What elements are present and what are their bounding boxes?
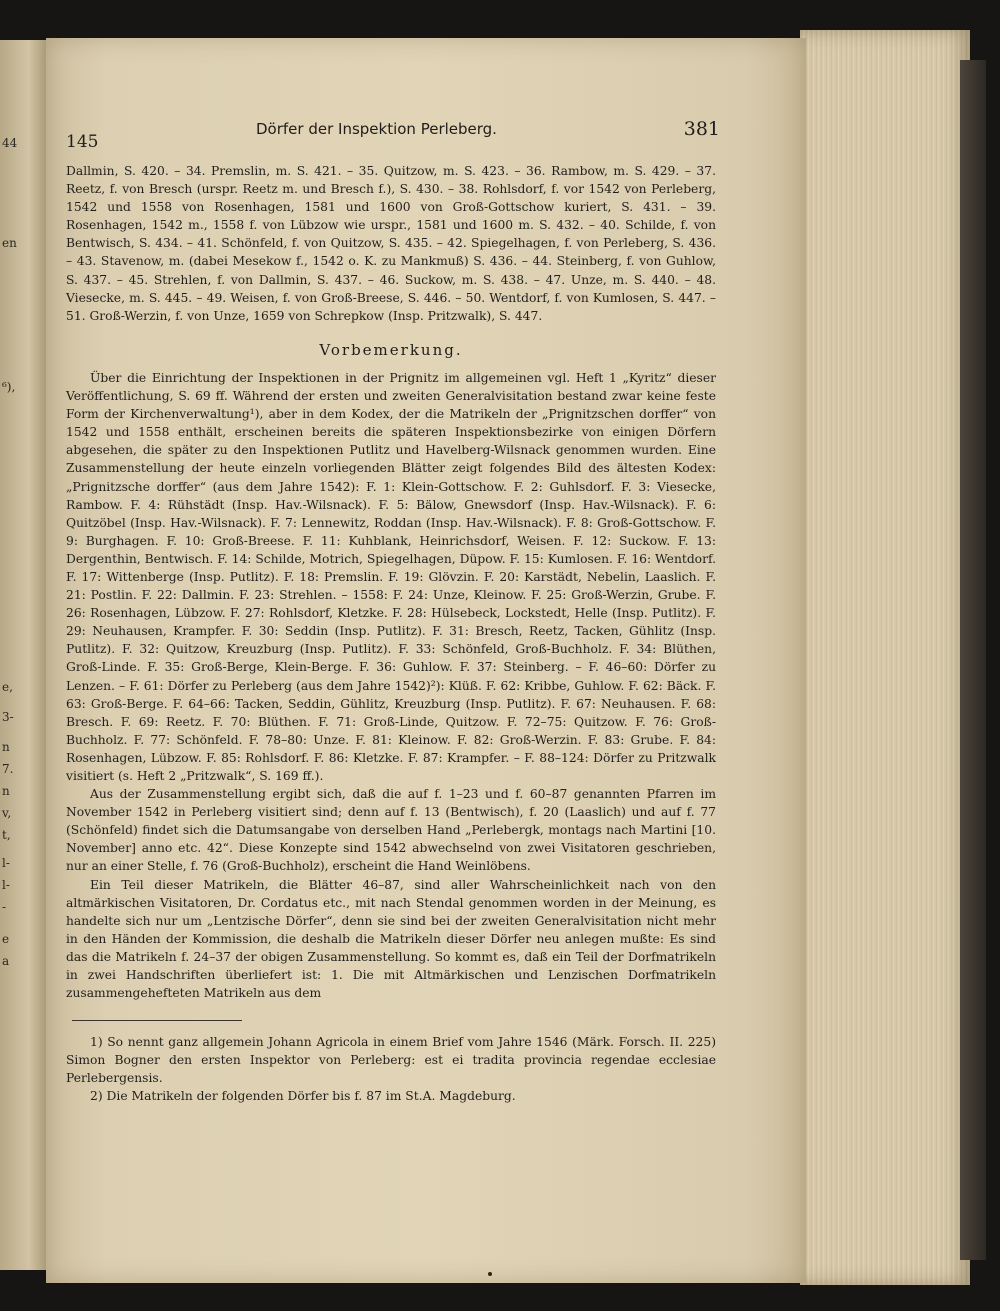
margin-number: 145 <box>66 132 99 152</box>
body-paragraph: Aus der Zusammenstellung ergibt sich, daß die auf f. 1–23 und f. 60–87 genannten Pfarren im November 1542 in Perleberg visitiert sind; denn auf f. 13 (Bentwisch), f. 20 (Laaslich) und auf f. 77 (Schönfeld) findet sich die Datumsangabe von derselben Hand „Perlebergk, montags nach Martini [10. November] anno etc. 42“. Diese Konzepte sind 1542 abwechselnd von zwei Visitatoren geschrieben, nur an einer Stelle, f. 76 (Groß-Buchholz), erscheint die Hand Weinlöbens. <box>66 787 716 874</box>
margin-fragment: en <box>2 236 17 250</box>
margin-fragment: l- <box>2 878 10 892</box>
margin-fragment: 3- <box>2 710 14 724</box>
margin-fragment: e <box>2 932 10 946</box>
section-heading: Vorbemerkung. <box>319 340 463 359</box>
body-paragraph: Ein Teil dieser Matrikeln, die Blätter 46–87, sind aller Wahrscheinlichkeit nach von den altmärkischen Visitatoren, Dr. Cordatus etc., mit nach Stendal genommen worden in der Meinung, es handelte sich nur um „Lentzische Dörfer“, denn sie sind bei der zweiten Generalvisitation nicht mehr in den Händen der Kommission, die deshalb die Matrikeln dieser Dörfer neu anlegen mußte: Es sind das die Matrikeln f. 24–37 der obigen Zusammenstellung. So kommt es, daß ein Teil der Dorfmatrikeln in zwei Handschriften überliefert ist: 1. Die mit Altmärkischen und Lenzischen Dorfmatrikeln zusammengehefteten Matrikeln aus dem <box>66 877 716 1001</box>
margin-fragment: a <box>2 954 10 968</box>
page-number: 381 <box>683 118 720 140</box>
book-cover-edge <box>960 60 986 1260</box>
margin-fragment: 7. <box>2 762 14 776</box>
footnote: 1) So nennt ganz allgemein Johann Agricola in einem Brief vom Jahre 1546 (Märk. Forsch. II. 225) Simon Bogner den ersten Inspektor von Perleberg: est ei tradita provincia regendae ecclesiae Perlebergensis. <box>66 1035 716 1086</box>
running-header <box>66 118 720 158</box>
margin-fragment: v, <box>2 806 12 820</box>
margin-fragment: n <box>2 784 10 798</box>
margin-fragment: - <box>2 900 7 914</box>
page-stack <box>800 30 970 1285</box>
margin-fragment: n <box>2 740 10 754</box>
margin-fragment: t, <box>2 828 11 842</box>
page-body <box>66 162 716 1105</box>
running-title: Dörfer der Inspektion Perleberg. <box>256 120 497 138</box>
body-paragraph: Über die Einrichtung der Inspektionen in der Prignitz im allgemeinen vgl. Heft 1 „Kyritz“ dieser Veröffentlichung, S. 69 ff. Während der ersten und zweiten Generalvisitation bestand zwar keine feste Form der Kirchenverwaltung¹), aber in dem Kodex, der die Matrikeln der „Prignitzschen dorffer“ von 1542 und 1558 enthält, erscheinen bereits die späteren Inspektionsbezirke von einigen Dörfern abgesehen, die später zu den Inspektionen Putlitz und Havelberg-Wilsnack genommen wurden. Eine Zusammenstellung der heute einzeln vorliegenden Blätter zeigt folgendes Bild des ältesten Kodex: „Prignitzsche dorffer“ (aus dem Jahre 1542): F. 1: Klein-Gottschow. F. 2: Guhlsdorf. F. 3: Viesecke, Rambow. F. 4: Rühstädt (Insp. Hav.-Wilsnack). F. 5: Bälow, Gnewsdorf (Insp. Hav.-Wilsnack). F. 6: Quitzöbel (Insp. Hav.-Wilsnack). F. 7: Lennewitz, Roddan (Insp. Hav.-Wilsnack). F. 8: Groß-Gottschow. F. 9: Burghagen. F. 10: Groß-Breese. F. 11: Kuhblank, Heinrichsdorf, Weisen. F. 12: Suckow. F. 13: Dergenthin, Bentwisch. F. 14: Schilde, Motrich, Spiegelhagen, Düpow. F. 15: Kumlosen. F. 16: Wentdorf. F. 17: Wittenberge (Insp. Putlitz). F. 18: Premslin. F. 19: Glövzin. F. 20: Karstädt, Nebelin, Laaslich. F. 21: Postlin. F. 22: Dallmin. F. 23: Strehlen. – 1558: F. 24: Unze, Kleinow. F. 25: Groß-Werzin, Grube. F. 26: Rosenhagen, Lübzow. F. 27: Rohlsdorf, Kletzke. F. 28: Hülsebeck, Lockstedt, Helle (Insp. Putlitz). F. 29: Neuhausen, Krampfer. F. 30: Seddin (Insp. Putlitz). F. 31: Bresch, Reetz, Tacken, Gühlitz (Insp. Putlitz). F. 32: Quitzow, Kreuzburg (Insp. Putlitz). F. 33: Schönfeld, Groß-Buchholz. F. 34: Blüthen, Groß-Linde. F. 35: Groß-Berge, Klein-Berge. F. 36: Guhlow. F. 37: Steinberg. – F. 46–60: Dörfer zu Lenzen. – F. 61: Dörfer zu Perleberg (aus dem Jahre 1542)²): Klüß. F. 62: Kribbe, Guhlow. F. 62: Bäck. F. 63: Groß-Berge. F. 64–66: Tacken, Seddin, Gühlitz, Kreuzburg (Insp. Putlitz). F. 67: Neuhausen. F. 68: Bresch. F. 69: Reetz. F. 70: Blüthen. F. 71: Groß-Linde, Quitzow. F. 72–75: Quitzow. F. 76: Groß-Buchholz. F. 77: Schönfeld. F. 78–80: Unze. F. 81: Kleinow. F. 82: Groß-Werzin. F. 83: Grube. F. 84: Rosenhagen, Lübzow. F. 85: Rohlsdorf. F. 86: Kletzke. F. 87: Krampfer. – F. 88–124: Dörfer zu Pritzwalk visitiert (s. Heft 2 „Pritzwalk“, S. 169 ff.). <box>66 370 716 783</box>
village-list-paragraph: Dallmin, S. 420. – 34. Premslin, m. S. 421. – 35. Quitzow, m. S. 423. – 36. Rambow, m. S. 429. – 37. Reetz, f. von Bresch (urspr. Reetz m. und Bresch f.), S. 430. – 38. Rohlsdorf, f. vor 1542 von Perleberg, 1542 und 1558 von Rosenhagen, 1581 und 1600 von Groß-Gottschow kuriert, S. 431. – 39. Rosenhagen, 1542 m., 1558 f. von Lübzow wie urspr., 1581 und 1600 m. S. 432. – 40. Schilde, f. von Bentwisch, S. 434. – 41. Schönfeld, f. von Quitzow, S. 435. – 42. Spiegelhagen, f. von Perleberg, S. 436. – 43. Stavenow, m. (dabei Mesekow f., 1542 o. K. zu Mankmuß) S. 436. – 44. Steinberg, f. von Guhlow, S. 437. – 45. Strehlen, f. von Dallmin, S. 437. – 46. Suckow, m. S. 438. – 47. Unze, m. S. 440. – 48. Viesecke, m. S. 445. – 49. Weisen, f. von Groß-Breese, S. 446. – 50. Wentdorf, f. von Kumlosen, S. 447. – 51. Groß-Werzin, f. von Unze, 1659 von Schrepkow (Insp. Pritzwalk), S. 447. <box>66 164 716 323</box>
page-speck <box>488 1272 492 1276</box>
margin-fragment: ⁶), <box>2 380 16 394</box>
left-margin-fragments <box>0 40 48 1270</box>
footnote: 2) Die Matrikeln der folgenden Dörfer bis f. 87 im St.A. Magdeburg. <box>90 1089 516 1104</box>
footnote-divider <box>72 1020 242 1021</box>
margin-fragment: e, <box>2 680 13 694</box>
margin-fragment: 44 <box>2 136 18 150</box>
margin-fragment: l- <box>2 856 10 870</box>
